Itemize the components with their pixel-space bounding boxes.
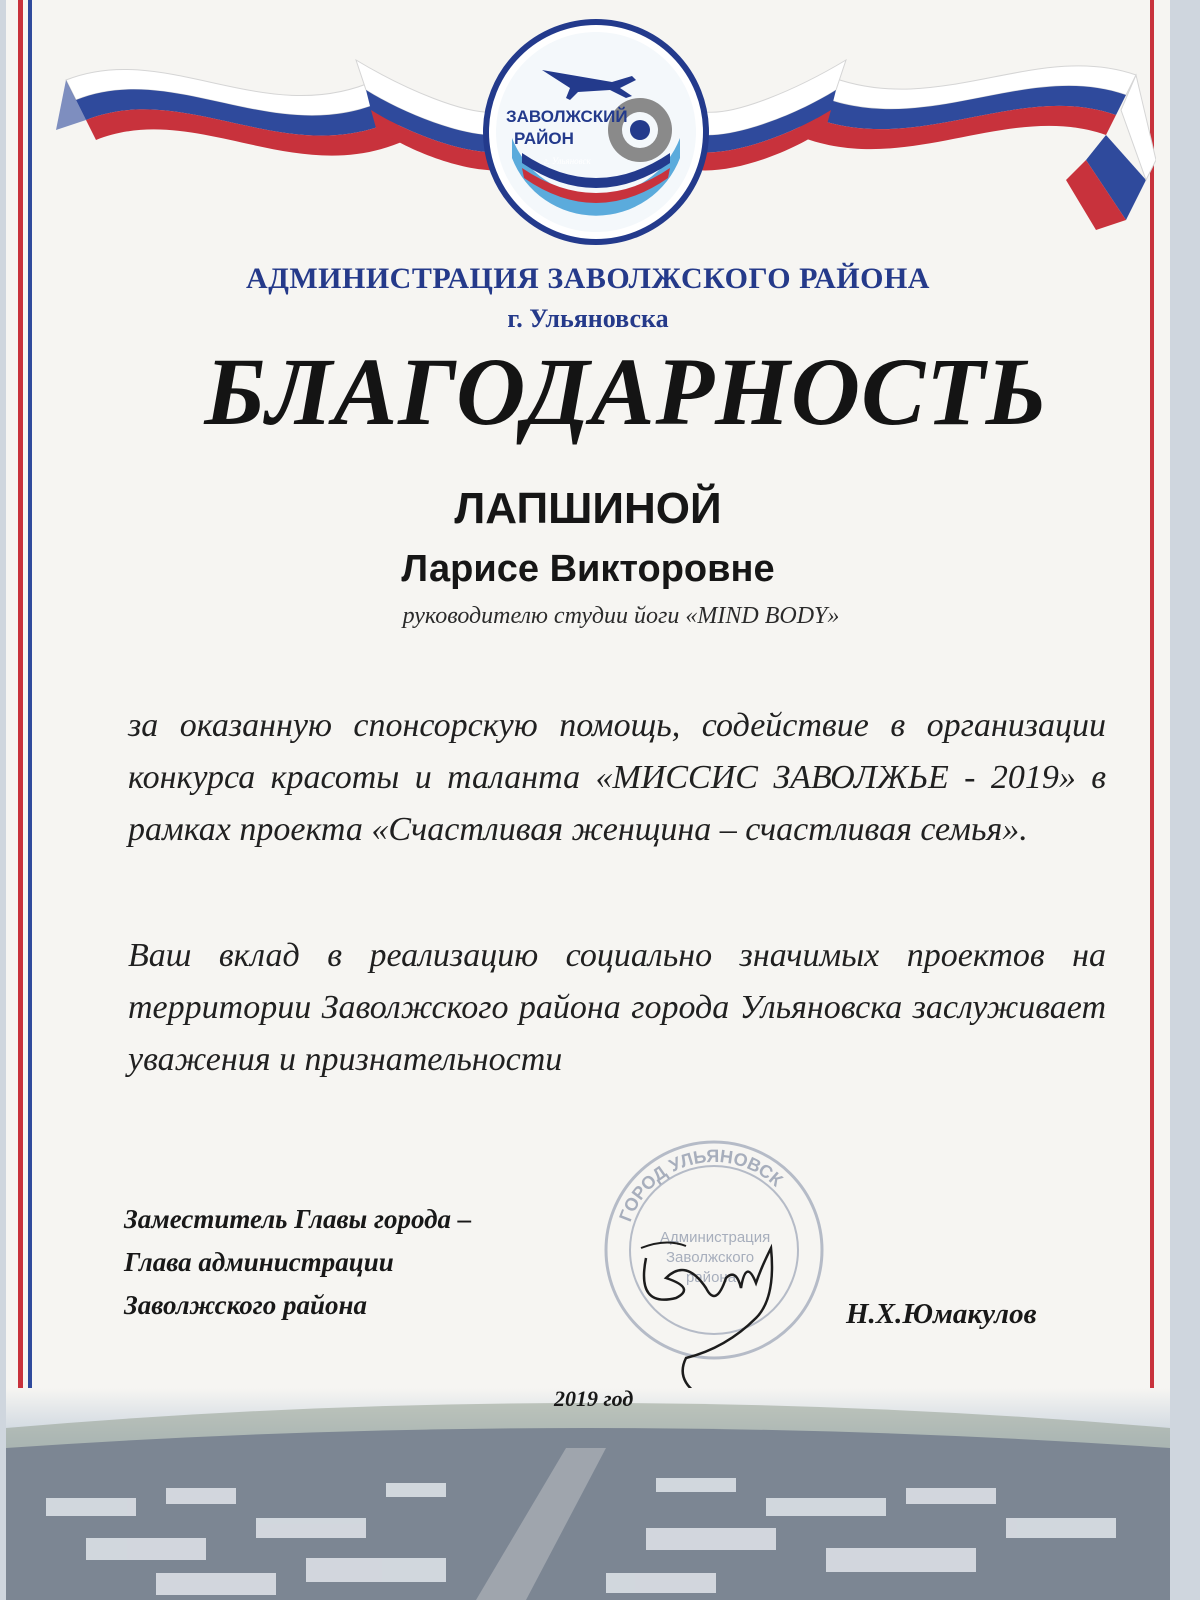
right-ribbon — [696, 60, 1156, 230]
body-paragraph-1: за оказанную спонсорскую помощь, содействие в организации конкурса красоты и таланта «МИССИС ЗАВОЛЖЬЕ - 2019» в рамках проекта «Счастливая женщина – счастливая семья». — [128, 707, 1106, 848]
recipient-surname: ЛАПШИНОЙ — [454, 484, 722, 533]
certificate-title: БЛАГОДАРНОСТЬ — [204, 338, 1048, 445]
certificate-sheet — [6, 0, 1170, 1600]
signatory-name: Н.Х.Юмакулов — [846, 1298, 1037, 1330]
left-ribbon — [56, 60, 506, 170]
stamp-inner-line2: Заволжского — [666, 1249, 755, 1266]
stamp-inner-line1: Администрация — [660, 1229, 771, 1246]
signatory-line1: Заместитель Главы города – — [124, 1204, 472, 1234]
district-emblem — [482, 18, 710, 246]
city-panorama — [6, 1388, 1170, 1600]
left-border-blue — [28, 0, 32, 1600]
stamp-outer-text: ГОРОД УЛЬЯНОВСК — [615, 1145, 787, 1225]
emblem-line1: ЗАВОЛЖСКИЙ — [506, 107, 628, 126]
emblem-line3: г. Ульяновск — [544, 156, 591, 166]
header-city: г. Ульяновска — [507, 304, 669, 333]
recipient-role: руководителю студии йоги «MIND BODY» — [402, 603, 840, 629]
svg-text:ГОРОД УЛЬЯНОВСК — [615, 1146, 787, 1224]
signatory-line2: Глава администрации — [124, 1247, 394, 1277]
left-border-red — [18, 0, 23, 1600]
handwritten-signature — [626, 1218, 796, 1398]
stamp-inner-line3: района — [686, 1269, 737, 1286]
recipient-name: Ларисе Викторовне — [401, 548, 775, 590]
signatory-line3: Заволжского района — [124, 1290, 368, 1320]
emblem-line2: РАЙОН — [514, 129, 574, 148]
header-administration: АДМИНИСТРАЦИЯ ЗАВОЛЖСКОГО РАЙОНА — [246, 262, 930, 295]
certificate-year: 2019 год — [554, 1386, 634, 1411]
right-border-red — [1150, 0, 1154, 1600]
body-paragraph-2: Ваш вклад в реализацию социально значимых проектов на территории Заволжского района города Ульяновска заслуживает уважения и признательности — [128, 937, 1106, 1078]
signatory-title — [124, 1198, 471, 1327]
